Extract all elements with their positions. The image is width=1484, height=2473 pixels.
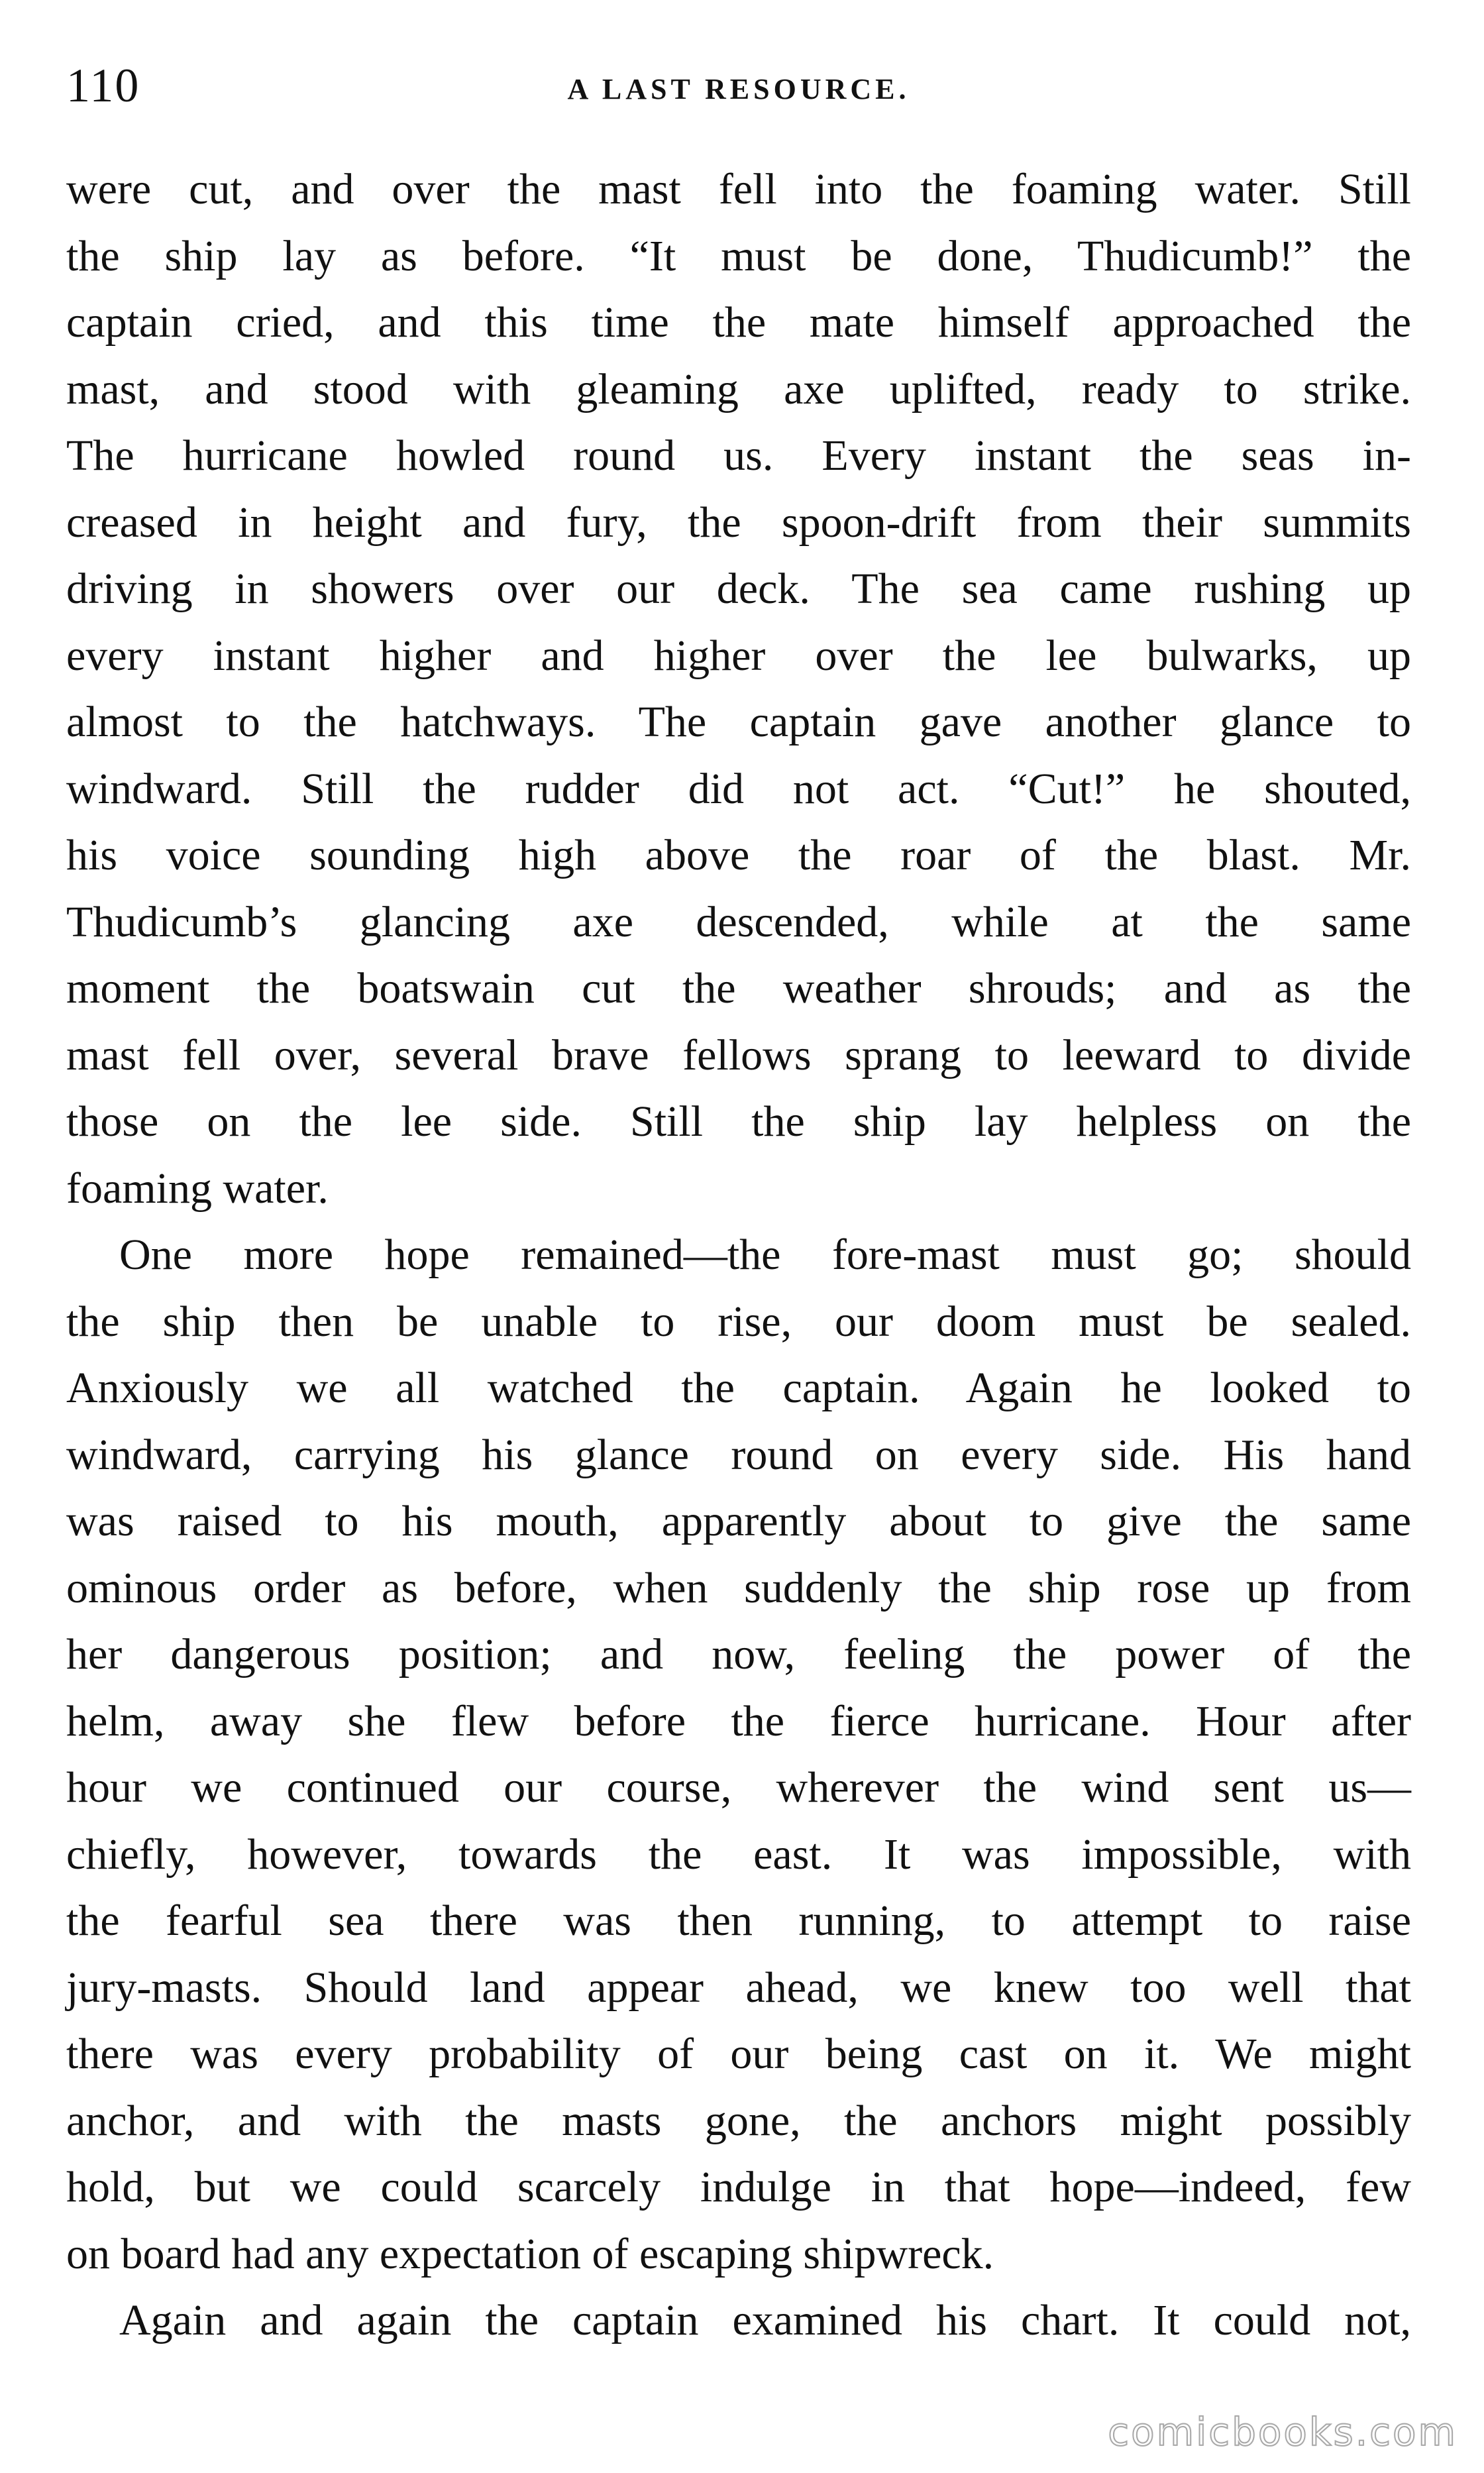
- text-line: Anxiously we all watched the captain. Again he looked to: [66, 1364, 1411, 1412]
- text-line: ominous order as before, when suddenly the ship rose up from: [66, 1563, 1411, 1612]
- text-line: helm, away she flew before the fierce hurricane. Hour after: [66, 1696, 1411, 1745]
- text-line: hour we continued our course, wherever the wind sent us—: [66, 1763, 1411, 1812]
- text-line: driving in showers over our deck. The sea came rushing up: [66, 565, 1411, 613]
- text-line: chiefly, however, towards the east. It was impossible, with: [66, 1830, 1411, 1879]
- watermark: comicbooks.com: [1108, 2409, 1458, 2454]
- text-line: captain cried, and this time the mate himself approached the: [66, 298, 1411, 347]
- body-text: [66, 156, 1411, 2354]
- text-line: the ship lay as before. “It must be done, Thudicumb!” the: [66, 231, 1411, 280]
- paragraph-2: [66, 1222, 1411, 2287]
- text-line: Thudicumb’s glancing axe descended, while at the same: [66, 897, 1411, 946]
- running-title: A LAST RESOURCE.: [567, 73, 910, 105]
- text-line: were cut, and over the mast fell into the foaming water. Still: [66, 165, 1411, 213]
- text-line: his voice sounding high above the roar of the blast. Mr.: [66, 831, 1411, 879]
- text-line: Again and again the captain examined his chart. It could not,: [119, 2296, 1411, 2344]
- text-line: The hurricane howled round us. Every instant the seas in-: [66, 431, 1411, 480]
- text-line: the fearful sea there was then running, to attempt to raise: [66, 1896, 1411, 1945]
- running-head: [66, 46, 1411, 119]
- text-line: the ship then be unable to rise, our doom must be sealed.: [66, 1297, 1411, 1346]
- text-line: anchor, and with the masts gone, the anchors might possibly: [66, 2096, 1411, 2145]
- page-number: 110: [66, 59, 140, 112]
- text-line: almost to the hatchways. The captain gave another glance to: [66, 698, 1411, 746]
- text-line: creased in height and fury, the spoon-drift from their summits: [66, 498, 1411, 547]
- text-line: on board had any expectation of escaping shipwreck.: [66, 2229, 994, 2278]
- text-line: every instant higher and higher over the lee bulwarks, up: [66, 631, 1411, 680]
- text-line: windward. Still the rudder did not act. “Cut!” he shouted,: [66, 764, 1411, 813]
- text-line: her dangerous position; and now, feeling the power of the: [66, 1630, 1411, 1678]
- text-line: hold, but we could scarcely indulge in that hope—indeed, few: [66, 2163, 1411, 2211]
- text-line: foaming water.: [66, 1164, 329, 1213]
- text-line: One more hope remained—the fore-mast must go; should: [119, 1231, 1411, 1279]
- text-line: there was every probability of our being cast on it. We might: [66, 2030, 1411, 2078]
- text-line: windward, carrying his glance round on every side. His hand: [66, 1430, 1411, 1479]
- text-line: mast, and stood with gleaming axe uplifted, ready to strike.: [66, 364, 1411, 413]
- paragraph-3: [66, 2287, 1411, 2354]
- text-line: those on the lee side. Still the ship lay helpless on the: [66, 1097, 1411, 1146]
- text-line: was raised to his mouth, apparently about to give the same: [66, 1497, 1411, 1545]
- text-line: moment the boatswain cut the weather shrouds; and as the: [66, 964, 1411, 1013]
- text-line: mast fell over, several brave fellows sprang to leeward to divide: [66, 1030, 1411, 1079]
- paragraph-1: [66, 156, 1411, 1222]
- text-line: jury-masts. Should land appear ahead, we knew too well that: [66, 1963, 1411, 2012]
